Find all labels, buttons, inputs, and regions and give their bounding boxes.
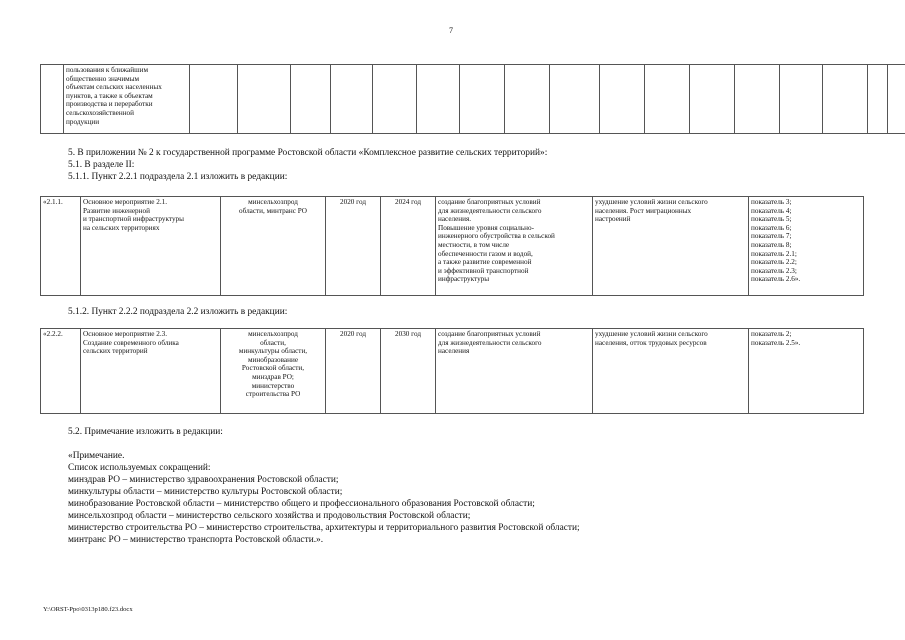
- item-table-2-1-1: [40, 196, 864, 296]
- table-cell: [417, 65, 460, 134]
- table-cell: [645, 65, 690, 134]
- note-line: министерство строительства РО – министерство строительства, архитектуры и территориального развития Ростовской области;: [68, 523, 580, 533]
- item-expected-result: создание благоприятных условий для жизнедеятельности сельского населения: [436, 329, 593, 414]
- item-expected-result: создание благоприятных условий для жизнедеятельности сельского населения. Повышение уровня социально- инженерного обустройства в сельской местности, в том числе обеспеченности газом и водой, а также развитие современной и эффективной транспортной инфраструктуры: [436, 197, 593, 296]
- note-line: Список используемых сокращений:: [68, 463, 211, 473]
- note-line: минкультуры области – министерство культуры Ростовской области;: [68, 487, 343, 497]
- item-end-year: 2030 год: [381, 329, 436, 414]
- table-cell: [291, 65, 331, 134]
- item-name: Основное мероприятие 2.1. Развитие инженерной и транспортной инфраструктуры на сельских территориях: [81, 197, 221, 296]
- table-cell: [888, 65, 905, 134]
- item-name: Основное мероприятие 2.3. Создание современного облика сельских территорий: [81, 329, 221, 414]
- paragraph-5: 5. В приложении № 2 к государственной программе Ростовской области «Комплексное развитие сельских территорий»:: [68, 148, 548, 158]
- table-cell: [600, 65, 645, 134]
- paragraph-5-2: 5.2. Примечание изложить в редакции:: [68, 427, 223, 437]
- note-line: минсельхозпрод области – министерство сельского хозяйства и продовольствия Ростовской области;: [68, 511, 471, 521]
- item-executor: минсельхозпрод области, минкультуры области, минобразование Ростовской области, минздрав РО; министерство строительства РО: [221, 329, 326, 414]
- item-start-year: 2020 год: [326, 329, 381, 414]
- table-cell: [373, 65, 417, 134]
- continued-table: [40, 64, 905, 134]
- table-cell: [238, 65, 291, 134]
- table-cell: [41, 65, 64, 134]
- item-consequences: ухудшение условий жизни сельского населения. Рост миграционных настроений: [593, 197, 749, 296]
- table-cell: [505, 65, 550, 134]
- note-line: минтранс РО – министерство транспорта Ростовской области.».: [68, 535, 324, 545]
- item-start-year: 2020 год: [326, 197, 381, 296]
- table-cell: пользования к ближайшим общественно значимым объектам сельских населенных пунктов, а также к объектам производства и переработки сельскохозяйственной продукции: [64, 65, 190, 134]
- paragraph-5-1-2: 5.1.2. Пункт 2.2.2 подраздела 2.2 изложить в редакции:: [68, 307, 288, 317]
- item-executor: минсельхозпрод области, минтранс РО: [221, 197, 326, 296]
- item-number: «2.2.2.: [41, 329, 81, 414]
- table-cell: [823, 65, 868, 134]
- item-table-2-2-2: [40, 328, 864, 414]
- paragraph-5-1-1: 5.1.1. Пункт 2.2.1 подраздела 2.1 изложить в редакции:: [68, 172, 288, 182]
- note-line: минздрав РО – министерство здравоохранения Ростовской области;: [68, 475, 339, 485]
- paragraph-5-1: 5.1. В разделе II:: [68, 160, 135, 170]
- item-indicators: показатель 2; показатель 2.5».: [749, 329, 864, 414]
- note-line: минобразование Ростовской области – министерство общего и профессионального образования Ростовской области;: [68, 499, 535, 509]
- table-cell: [690, 65, 735, 134]
- note-title: «Примечание.: [68, 451, 125, 461]
- item-indicators: показатель 3; показатель 4; показатель 5; показатель 6; показатель 7; показатель 8; показатель 2.1; показатель 2.2; показатель 2.3; показатель 2.6».: [749, 197, 864, 296]
- file-path-footer: Y:\ORST-Ppo\0313p180.f23.docx: [43, 606, 133, 613]
- table-cell: [735, 65, 780, 134]
- item-end-year: 2024 год: [381, 197, 436, 296]
- table-cell: [550, 65, 600, 134]
- table-cell: [868, 65, 888, 134]
- page-number: 7: [449, 26, 453, 35]
- table-cell: [331, 65, 373, 134]
- table-cell: [190, 65, 238, 134]
- table-cell: [460, 65, 505, 134]
- item-consequences: ухудшение условий жизни сельского населения, отток трудовых ресурсов: [593, 329, 749, 414]
- item-number: «2.1.1.: [41, 197, 81, 296]
- table-cell: [780, 65, 823, 134]
